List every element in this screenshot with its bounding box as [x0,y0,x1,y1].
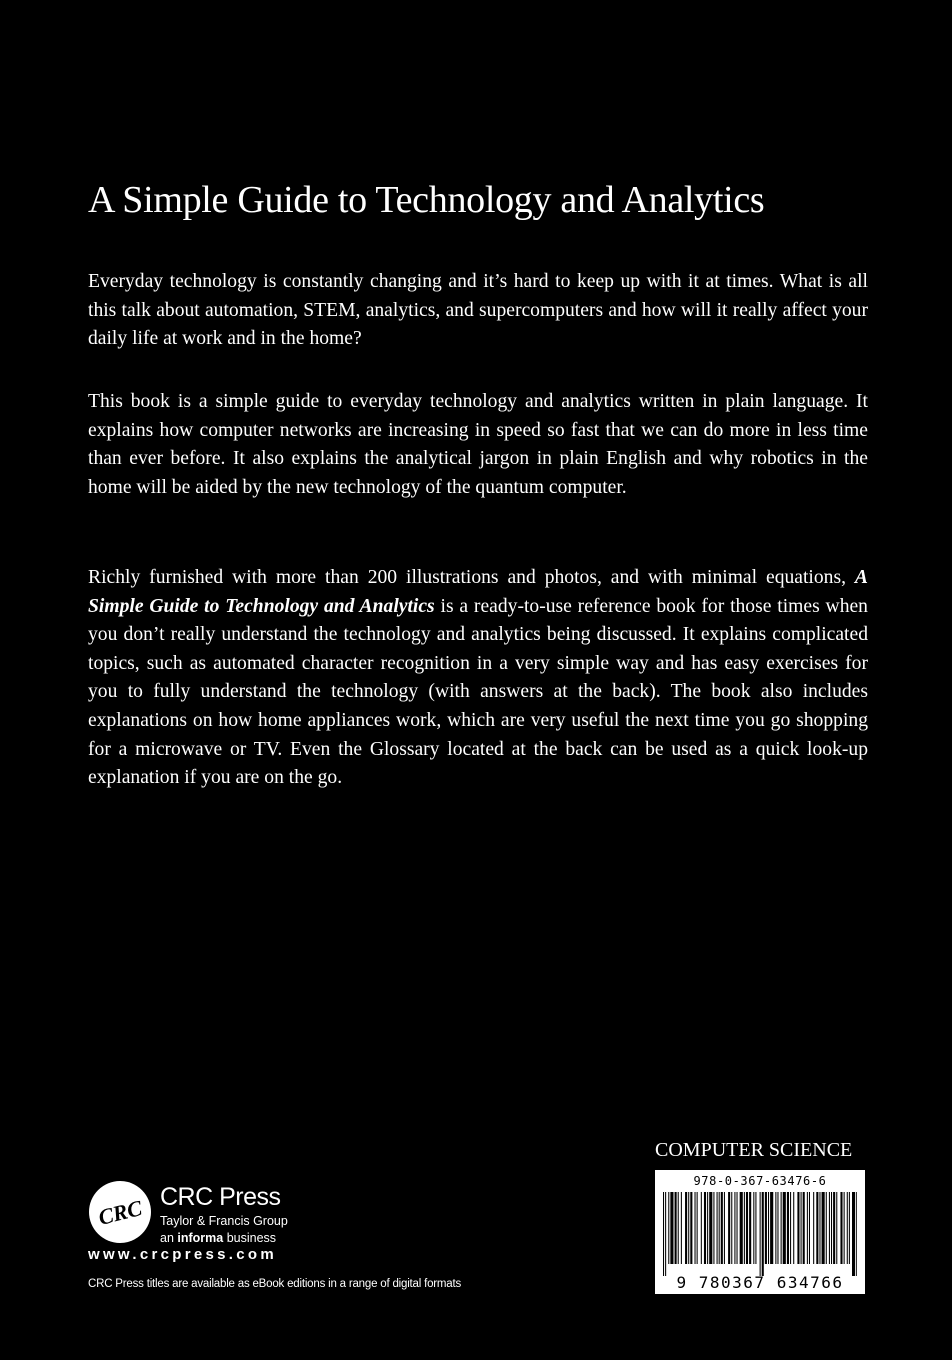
crc-logo-icon [88,1180,152,1244]
publisher-website: www.crcpress.com [88,1246,277,1263]
barcode-bar [840,1192,842,1264]
barcode-bar [822,1192,825,1264]
barcode-bar [717,1192,718,1264]
barcode-bar [697,1192,698,1264]
barcode-bar [826,1192,827,1264]
barcode-bar [775,1192,776,1264]
barcode-bar [688,1192,689,1264]
barcode-bar [701,1192,702,1264]
barcode-bar [765,1192,767,1264]
barcode-bar [753,1192,754,1264]
barcode-bar [819,1192,820,1264]
barcode-bar [737,1192,738,1264]
barcode-bar [707,1192,708,1264]
barcode-bar [728,1192,730,1264]
barcode-bar [744,1192,745,1264]
isbn-barcode [655,1170,865,1294]
blurb-paragraph-3 [88,564,868,793]
barcode-bar [777,1192,778,1264]
barcode-bar [836,1192,837,1264]
barcode-bar [724,1192,725,1264]
barcode-bar [675,1192,677,1264]
barcode-bar [831,1192,832,1264]
barcode-bar [731,1192,732,1264]
blurb-paragraph-1: Everyday technology is constantly changing and it’s hard to keep up with it at times. What is all this talk about automation, STEM, analytics, and supercomputers and how will it really affect your daily life at work and in the home? [88,271,868,350]
blurb-paragraph-2: This book is a simple guide to everyday technology and analytics written in plain language. It explains how computer networks are increasing in speed so fast that we can do more in less time than ever before. It also explains the analytical jargon in plain English and why robotics in the home will be aided by the new technology of the quantum computer. [88,391,868,498]
barcode-bar [844,1192,845,1264]
barcode-bar [755,1192,756,1264]
blurb-text-before: Richly furnished with more than 200 illustrations and photos, and with minimal equations, [88,567,855,588]
barcode-bar [709,1192,712,1264]
barcode-bar [681,1192,682,1264]
barcode-bar [713,1192,714,1264]
barcode-bar [813,1192,814,1264]
barcode-bar [768,1192,769,1264]
barcode-bar [668,1192,669,1264]
barcode-bar [704,1192,706,1264]
barcode-bar [760,1192,761,1276]
barcode-bar [793,1192,794,1264]
barcode-bar [803,1192,805,1264]
barcode-bar [678,1192,679,1264]
publisher-informa [160,1230,288,1247]
barcode-bar [719,1192,720,1264]
barcode-bar [740,1192,743,1264]
barcode-bar [734,1192,735,1264]
barcode-bar [816,1192,818,1264]
barcode-bar [849,1192,850,1264]
informa-prefix: an [160,1231,178,1245]
barcode-bar [856,1192,857,1276]
informa-bold: informa [177,1231,224,1245]
barcode-bar [801,1192,802,1264]
barcode-bar [807,1192,808,1264]
barcode-bar [762,1192,764,1276]
publisher-block [160,1182,288,1247]
barcode-bar [721,1192,723,1264]
isbn-number-top: 978-0-367-63476-6 [693,1174,827,1188]
isbn-number-bottom: 9 780367 634766 [676,1273,844,1292]
barcode-bar [790,1192,791,1264]
informa-suffix: business [223,1231,277,1245]
barcode-bar [665,1192,666,1276]
barcode-bar [770,1192,773,1264]
blurb-book-title: A Simple Guide to Technology and Analytics [88,567,868,617]
blurb-text-after: is a ready-to-use reference book for those times when you don’t really understand the technology and analytics being discussed. It explains complicated topics, such as automated character recognition in a very simple way and has easy exercises for you to fully understand the technology (with answers at the back). The book also includes explanations on how home appliances work, which are very useful the next time you go shopping for a microwave or TV. Even the Glossary located at the back can be used as a quick look-up explanation if you are on the go. [88,595,868,789]
barcode-bar [783,1192,786,1264]
barcode-bar [695,1192,696,1264]
barcode-bar [663,1192,664,1276]
barcode-bar [685,1192,687,1264]
ebook-note: CRC Press titles are available as eBook editions in a range of digital formats [88,1278,462,1290]
barcode-bar [797,1192,799,1264]
barcode-bar [670,1192,673,1264]
barcode-bar [852,1192,855,1276]
publisher-group: Taylor & Francis Group [160,1214,288,1228]
subject-category: COMPUTER SCIENCE [655,1139,853,1161]
barcode-bar [829,1192,830,1264]
book-title: A Simple Guide to Technology and Analytics [88,179,765,221]
barcode-bar [833,1192,835,1264]
barcode-bar [787,1192,789,1264]
barcode-bar [749,1192,751,1264]
barcode-bars [663,1192,857,1276]
barcode-bar [847,1192,848,1264]
publisher-name: CRC Press [160,1183,281,1211]
barcode-bar [690,1192,692,1264]
barcode-bar [746,1192,748,1264]
logo-text: CRC [95,1195,145,1230]
barcode-bar [809,1192,810,1264]
barcode-bar [781,1192,782,1264]
